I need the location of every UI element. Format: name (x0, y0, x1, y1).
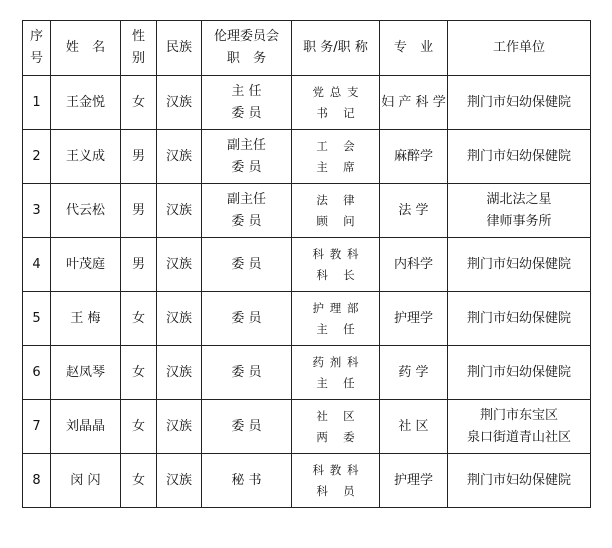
cell-position (292, 76, 380, 130)
header-seq (23, 21, 51, 76)
cell-position-line: 两 委 (316, 429, 361, 444)
cell-ethnicity: 汉族 (157, 76, 202, 130)
cell-seq: 4 (23, 238, 51, 292)
cell-committee-role (202, 400, 292, 454)
cell-workplace-line: 荆门市妇幼保健院 (466, 310, 571, 326)
table-row (23, 130, 591, 184)
cell-committee-role (202, 184, 292, 238)
header-gender (121, 21, 157, 76)
cell-position-line: 工 会 (316, 138, 361, 153)
cell-workplace-line: 荆门市妇幼保健院 (466, 256, 571, 272)
header-seq-line-2: 号 (29, 51, 43, 66)
header-position: 职 务/职 称 (292, 21, 380, 76)
cell-position-line: 科 员 (316, 483, 361, 498)
committee-members-table (22, 20, 591, 508)
cell-gender: 男 (121, 238, 157, 292)
cell-position (292, 238, 380, 292)
cell-gender: 女 (121, 400, 157, 454)
cell-gender: 男 (121, 184, 157, 238)
header-committee-role (202, 21, 292, 76)
cell-workplace (448, 400, 591, 454)
cell-ethnicity: 汉族 (157, 400, 202, 454)
cell-committee-role (202, 346, 292, 400)
cell-workplace (448, 76, 591, 130)
cell-name: 刘晶晶 (51, 400, 121, 454)
cell-workplace (448, 346, 591, 400)
cell-position-line: 主 席 (316, 159, 361, 174)
cell-committee-role-line: 委 员 (231, 256, 262, 272)
header-row (23, 21, 591, 76)
cell-committee-role (202, 238, 292, 292)
cell-workplace (448, 130, 591, 184)
cell-committee-role-line: 副主任 (226, 137, 266, 153)
cell-position-line: 社 区 (316, 408, 361, 423)
cell-position (292, 292, 380, 346)
cell-position-line: 科教科 (312, 246, 365, 261)
cell-committee-role (202, 292, 292, 346)
cell-committee-role-line: 委 员 (231, 310, 262, 326)
header-seq-line-1: 序 (29, 29, 43, 44)
header-specialty: 专 业 (380, 21, 448, 76)
cell-gender: 女 (121, 76, 157, 130)
cell-name: 赵凤琴 (51, 346, 121, 400)
cell-specialty: 法 学 (380, 184, 448, 238)
cell-name: 叶茂庭 (51, 238, 121, 292)
cell-ethnicity: 汉族 (157, 238, 202, 292)
header-gender-line-1: 性 (131, 29, 145, 44)
cell-seq: 6 (23, 346, 51, 400)
cell-committee-role-line: 秘 书 (231, 472, 262, 488)
table-row (23, 184, 591, 238)
cell-committee-role-line: 委 员 (231, 105, 262, 121)
table-row (23, 238, 591, 292)
cell-seq: 7 (23, 400, 51, 454)
cell-workplace-line: 荆门市妇幼保健院 (466, 148, 571, 164)
cell-workplace (448, 238, 591, 292)
header-committee-role-line-2: 职 务 (226, 51, 271, 66)
cell-ethnicity: 汉族 (157, 292, 202, 346)
cell-gender: 男 (121, 130, 157, 184)
cell-workplace-line: 荆门市东宝区 (479, 407, 558, 423)
cell-specialty: 药 学 (380, 346, 448, 400)
cell-position-line: 药剂科 (312, 354, 365, 369)
cell-workplace-line: 荆门市妇幼保健院 (466, 364, 571, 380)
cell-committee-role (202, 454, 292, 508)
cell-ethnicity: 汉族 (157, 454, 202, 508)
cell-workplace-line: 荆门市妇幼保健院 (466, 472, 571, 488)
cell-position-line: 法 律 (316, 192, 361, 207)
cell-position (292, 400, 380, 454)
header-ethnicity: 民族 (157, 21, 202, 76)
cell-position-line: 护理部 (312, 300, 365, 315)
cell-position (292, 346, 380, 400)
cell-position-line: 党总支 (312, 84, 365, 99)
cell-seq: 5 (23, 292, 51, 346)
cell-workplace-line: 泉口街道青山社区 (466, 429, 571, 445)
cell-position-line: 科 长 (316, 267, 361, 282)
table-body (23, 76, 591, 508)
cell-workplace (448, 292, 591, 346)
header-workplace: 工作单位 (448, 21, 591, 76)
cell-gender: 女 (121, 454, 157, 508)
table-row (23, 400, 591, 454)
cell-position-line: 科教科 (312, 462, 365, 477)
cell-position-line: 主 任 (316, 321, 361, 336)
cell-committee-role (202, 76, 292, 130)
cell-committee-role-line: 委 员 (231, 418, 262, 434)
cell-name: 王金悦 (51, 76, 121, 130)
cell-gender: 女 (121, 292, 157, 346)
cell-workplace-line: 湖北法之星 (486, 191, 552, 207)
cell-specialty: 妇 产 科 学 (380, 76, 448, 130)
cell-committee-role (202, 130, 292, 184)
cell-committee-role-line: 委 员 (231, 364, 262, 380)
cell-committee-role-line: 委 员 (231, 159, 262, 175)
cell-name: 代云松 (51, 184, 121, 238)
cell-name: 王义成 (51, 130, 121, 184)
cell-committee-role-line: 副主任 (226, 191, 266, 207)
cell-position (292, 184, 380, 238)
cell-seq: 3 (23, 184, 51, 238)
cell-position (292, 454, 380, 508)
header-name: 姓 名 (51, 21, 121, 76)
header-committee-role-line-1: 伦理委员会 (213, 29, 279, 44)
cell-specialty: 内科学 (380, 238, 448, 292)
cell-ethnicity: 汉族 (157, 184, 202, 238)
cell-committee-role-line: 委 员 (231, 213, 262, 229)
cell-ethnicity: 汉族 (157, 130, 202, 184)
cell-specialty: 社 区 (380, 400, 448, 454)
table-row (23, 454, 591, 508)
cell-specialty: 麻醉学 (380, 130, 448, 184)
header-gender-line-2: 别 (131, 51, 145, 66)
cell-seq: 1 (23, 76, 51, 130)
cell-position-line: 顾 问 (316, 213, 361, 228)
cell-workplace-line: 荆门市妇幼保健院 (466, 94, 571, 110)
cell-position-line: 书 记 (316, 105, 361, 120)
cell-workplace (448, 454, 591, 508)
cell-name: 闵 闪 (51, 454, 121, 508)
cell-workplace (448, 184, 591, 238)
cell-position-line: 主 任 (316, 375, 361, 390)
cell-specialty: 护理学 (380, 292, 448, 346)
cell-specialty: 护理学 (380, 454, 448, 508)
table-row (23, 76, 591, 130)
cell-name: 王 梅 (51, 292, 121, 346)
cell-ethnicity: 汉族 (157, 346, 202, 400)
cell-workplace-line: 律师事务所 (486, 213, 552, 229)
table-row (23, 346, 591, 400)
cell-gender: 女 (121, 346, 157, 400)
table-row (23, 292, 591, 346)
cell-seq: 8 (23, 454, 51, 508)
cell-position (292, 130, 380, 184)
cell-seq: 2 (23, 130, 51, 184)
cell-committee-role-line: 主 任 (231, 83, 262, 99)
